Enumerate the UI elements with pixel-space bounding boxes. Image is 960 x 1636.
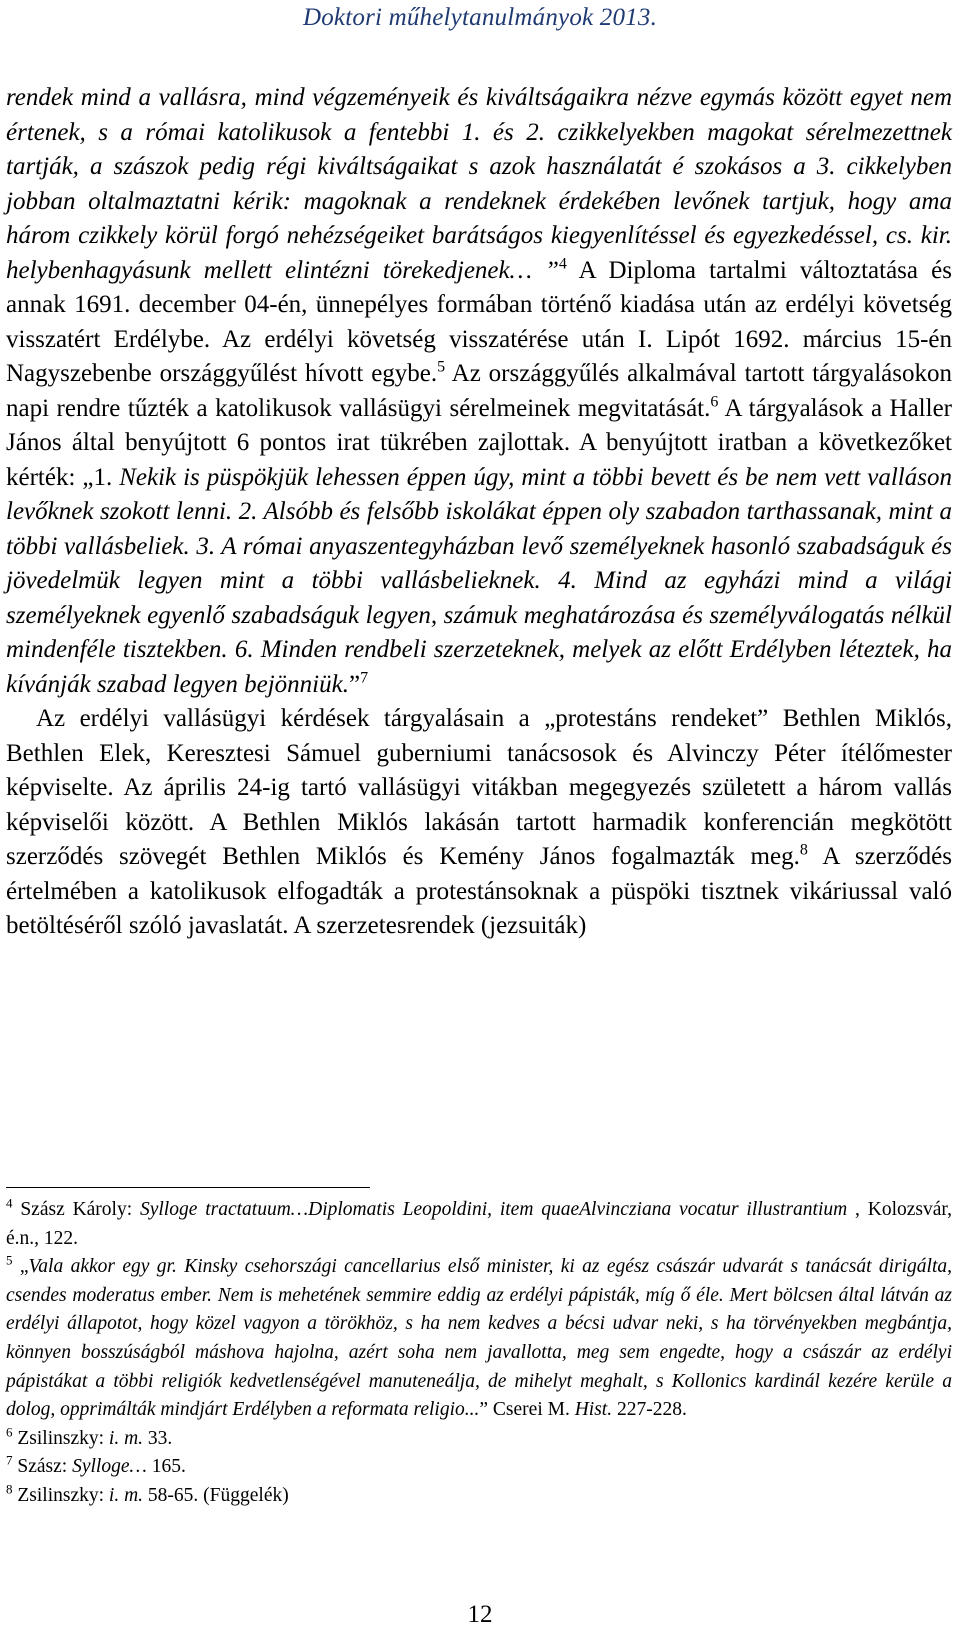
footnote-4 xyxy=(6,1196,952,1253)
footnote-number: 4 xyxy=(6,1195,13,1211)
footnote-5 xyxy=(6,1253,952,1425)
footnote-ref-7[interactable]: 7 xyxy=(360,669,369,687)
footnote-text: 58-65. (Függelék) xyxy=(143,1484,289,1506)
main-text xyxy=(6,81,952,944)
footnote-8 xyxy=(6,1482,952,1511)
footnote-title: i. m. xyxy=(108,1484,144,1506)
footnote-number: 8 xyxy=(6,1481,13,1497)
footnote-number: 5 xyxy=(6,1252,13,1268)
footnote-title: Hist. xyxy=(574,1399,613,1421)
footnote-number: 7 xyxy=(6,1452,13,1468)
footnote-6 xyxy=(6,1425,952,1454)
footnote-7 xyxy=(6,1453,952,1482)
footnote-text: Szász Károly: xyxy=(12,1199,140,1220)
footnote-text: Zsilinszky: xyxy=(12,1427,109,1449)
footnote-text: 33. xyxy=(143,1427,173,1449)
footnote-ref-6[interactable]: 6 xyxy=(710,393,719,411)
footnote-title: Sylloge tractatuum…Diplomatis Leopoldini, item quaeAlvincziana vocatur illustrantium xyxy=(139,1199,848,1220)
footnote-text: Zsilinszky: xyxy=(12,1484,109,1506)
quoted-petition-text: Nekik is püspökjük lehessen éppen úgy, mint a többi bevett és be nem vett valláson levőknek szokott lenni. 2. Alsóbb és felsőbb iskolákat éppen oly szabadon tarthassanak, mint a többi vallásbeliek. 3. A római anyaszentegyházban levő személyeknek hasonló szabadságuk és jövedelmük legyen mint a többi vallásbelieknek. 4. Mind az egyházi mind a világi személyeknek egyenlő szabadságuk legyen, számuk meghatározása és személyválogatás nélkül mindenféle tisztekben. 6. Minden rendbeli szerzeteknek, melyek az előtt Erdélyben léteztek, ha kívánják szabad legyen bejönniük. xyxy=(6,463,952,698)
footnote-ref-8[interactable]: 8 xyxy=(799,841,808,859)
footnote-ref-4[interactable]: 4 xyxy=(558,255,567,273)
footnote-title: Sylloge… xyxy=(72,1456,147,1478)
footnote-separator xyxy=(6,1187,370,1188)
paragraph-2 xyxy=(6,702,952,944)
footnotes xyxy=(6,1196,952,1511)
footnote-quote: Vala akkor egy gr. Kinsky csehországi cancellarius első minister, ki az egész császár udvarát s tanácsát dirigálta, csendes moderatus ember. Nem is mehetének semmire eddig az erdélyi pápisták, míg ő éle. Mert bölcsen által látván az erdélyi állapotot, hogy közel vagyon a törökhöz, s ha nem kedves a bécsi udvar neki, s ha törvényekben megbántja, könnyen bosszúságból máshova hajolna, azért soha nem javallotta, meg sem engedte, hogy a császár az erdélyi pápistákat a többi religiók kedvetlenségével manuteneálja, de mihelyt meghalt, s Kollonics kardinál kezére kerüle a dolog, opprimálták mindjárt Erdélyben a reformata religio... xyxy=(6,1256,952,1421)
footnote-text: 227-228. xyxy=(612,1399,687,1421)
paragraph-text: Az erdélyi vallásügyi kérdések tárgyalásain a „protestáns rendeket” Bethlen Miklós, Bethlen Elek, Keresztesi Sámuel guberniumi tanácsosok és Alvinczy Péter ítélőmester képviselte. Az április 24-ig tartó vallásügyi vitákban megegyezés született a három vallás képviselői között. A Bethlen Miklós lakásán tartott harmadik konferencián megkötött szerződés szövegét Bethlen Miklós és Kemény János fogalmazták meg. xyxy=(6,705,952,870)
paragraph-text: A Diploma tartalmi változtatása és annak 1691. december 04-én, ünnepélyes formában történő kiadása után az erdélyi követség visszatért Erdélybe. Az erdélyi követség visszatérése után I. Lipót 1692. március 15-én Nagyszebenbe országgyűlést hívott egybe. xyxy=(6,256,952,387)
footnote-title: i. m. xyxy=(108,1427,144,1449)
page-number: 12 xyxy=(467,1601,493,1628)
paragraph-1 xyxy=(6,81,952,702)
paragraph-text: A tárgyalások a Haller János által benyújtott 6 pontos irat tükrében zajlottak. A benyújtott iratban a következőket kérték: „1. xyxy=(6,394,952,491)
paragraph-text: A szerződés értelmében a katolikusok elfogadták a protestánsoknak a püspöki tisztnek vikáriussal való betöltéséről szóló javaslatát. A szerzetesrendek (jezsuiták) xyxy=(6,843,952,939)
footnote-text: Szász: xyxy=(12,1456,73,1478)
footnote-text: 165. xyxy=(146,1456,186,1478)
running-header: Doktori műhelytanulmányok 2013. xyxy=(302,4,658,31)
quoted-diploma-text: rendek mind a vallásra, mind végzeményeik és kiváltságaikra nézve egymás között egyet nem értenek, s a római katolikusok a fentebbi 1. és 2. czikkelyekben magokat sérelmezettnek tartják, a szászok pedig régi kiváltságaikat s azok használatát é szokásos a 3. cikkelyben jobban oltalmaztatni kérik: magoknak a rendeknek érdekében levőnek tartjuk, hogy ama három czikkely körül forgó nehézségeiket barátságos kiegyenlítéssel és egyezkedéssel, cs. kir. helybenhagyásunk mellett elintézni törekedjenek… ” xyxy=(6,84,952,284)
closing-quote: ” xyxy=(348,670,361,698)
footnote-ref-5[interactable]: 5 xyxy=(437,358,446,376)
footnote-text: , Kolozsvár, é.n., 122. xyxy=(6,1199,952,1249)
footnote-text: „ xyxy=(12,1256,29,1278)
footnote-text: ” Cserei M. xyxy=(479,1399,575,1421)
footnote-number: 6 xyxy=(6,1424,13,1440)
paragraph-text: Az országgyűlés alkalmával tartott tárgyalásokon napi rendre tűzték a katolikusok vallásügyi sérelmeinek megvitatását. xyxy=(6,360,952,422)
